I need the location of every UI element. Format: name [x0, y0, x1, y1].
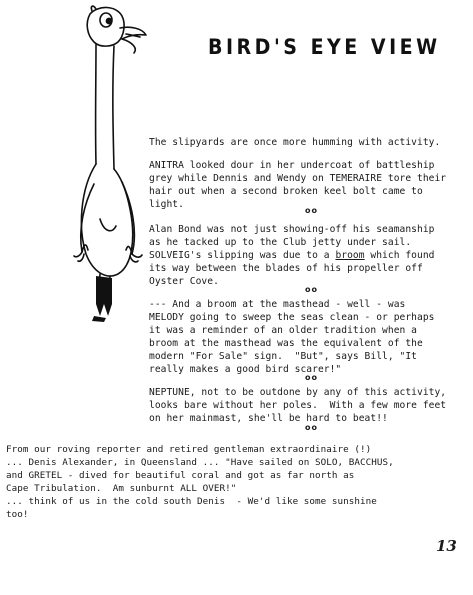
para4-line-2: looks bare without her poles. With a few more feet — [149, 400, 447, 411]
para2-line-3-end: which found — [364, 250, 435, 261]
underlined-word-broom: broom — [335, 250, 365, 261]
intro-line: The slipyards are once more humming with activity. — [149, 137, 441, 148]
para5-line-4: Cape Tribulation. Am sunburnt ALL OVER!" — [6, 483, 237, 494]
para1-line-1: ANITRA looked dour in her undercoat of battleship — [149, 160, 435, 171]
para3-line-3: it was a reminder of an older tradition when a — [149, 325, 417, 336]
para2-line-2: as he tacked up to the Club jetty under sail. — [149, 237, 412, 248]
para2-line-3 — [149, 250, 435, 262]
page-number: 13 — [436, 537, 457, 555]
para3-line-4: broom at the masthead was the equivalent of the — [149, 338, 423, 349]
para4-line-1: NEPTUNE, not to be outdone by any of this activity, — [149, 387, 447, 398]
para2-line-5: Oyster Cove. — [149, 276, 219, 287]
para3-line-6: really makes a good bird scarer!" — [149, 364, 342, 375]
para5-line-3: and GRETEL - dived for beautiful coral and got as far north as — [6, 470, 355, 481]
para2-line-3-start: SOLVEIG's slipping was due to a — [149, 250, 336, 261]
para1-line-3: hair out when a second broken keel bolt came to — [149, 186, 423, 197]
para5-line-1: From our roving reporter and retired gentleman extraordinaire (!) — [6, 444, 372, 455]
separator-dots: oo — [305, 373, 318, 382]
para4-line-3: on her mainmast, she'll be hard to beat!! — [149, 413, 388, 424]
para5-line-6: too! — [6, 509, 29, 520]
separator-dots: oo — [305, 206, 318, 215]
separator-dots: oo — [305, 423, 318, 432]
para5-line-5: ... think of us in the cold south Denis - We'd like some sunshine — [6, 496, 377, 507]
page-title: BIRD'S EYE VIEW — [208, 35, 441, 60]
para5-line-2: ... Denis Alexander, in Queensland ... "Have sailed on SOLO, BACCHUS, — [6, 457, 394, 468]
para3-line-2: MELODY going to sweep the seas clean - or perhaps — [149, 312, 435, 323]
para2-line-4: its way between the blades of his propeller off — [149, 263, 423, 274]
para3-line-5: modern "For Sale" sign. "But", says Bill, "It — [149, 351, 417, 362]
para2-line-1: Alan Bond was not just showing-off his seamanship — [149, 224, 435, 235]
para3-line-1: --- And a broom at the masthead - well - was — [149, 299, 406, 310]
para1-line-2: grey while Dennis and Wendy on TEMERAIRE tore their — [149, 173, 447, 184]
para1-line-4: light. — [149, 199, 184, 210]
separator-dots: oo — [305, 285, 318, 294]
